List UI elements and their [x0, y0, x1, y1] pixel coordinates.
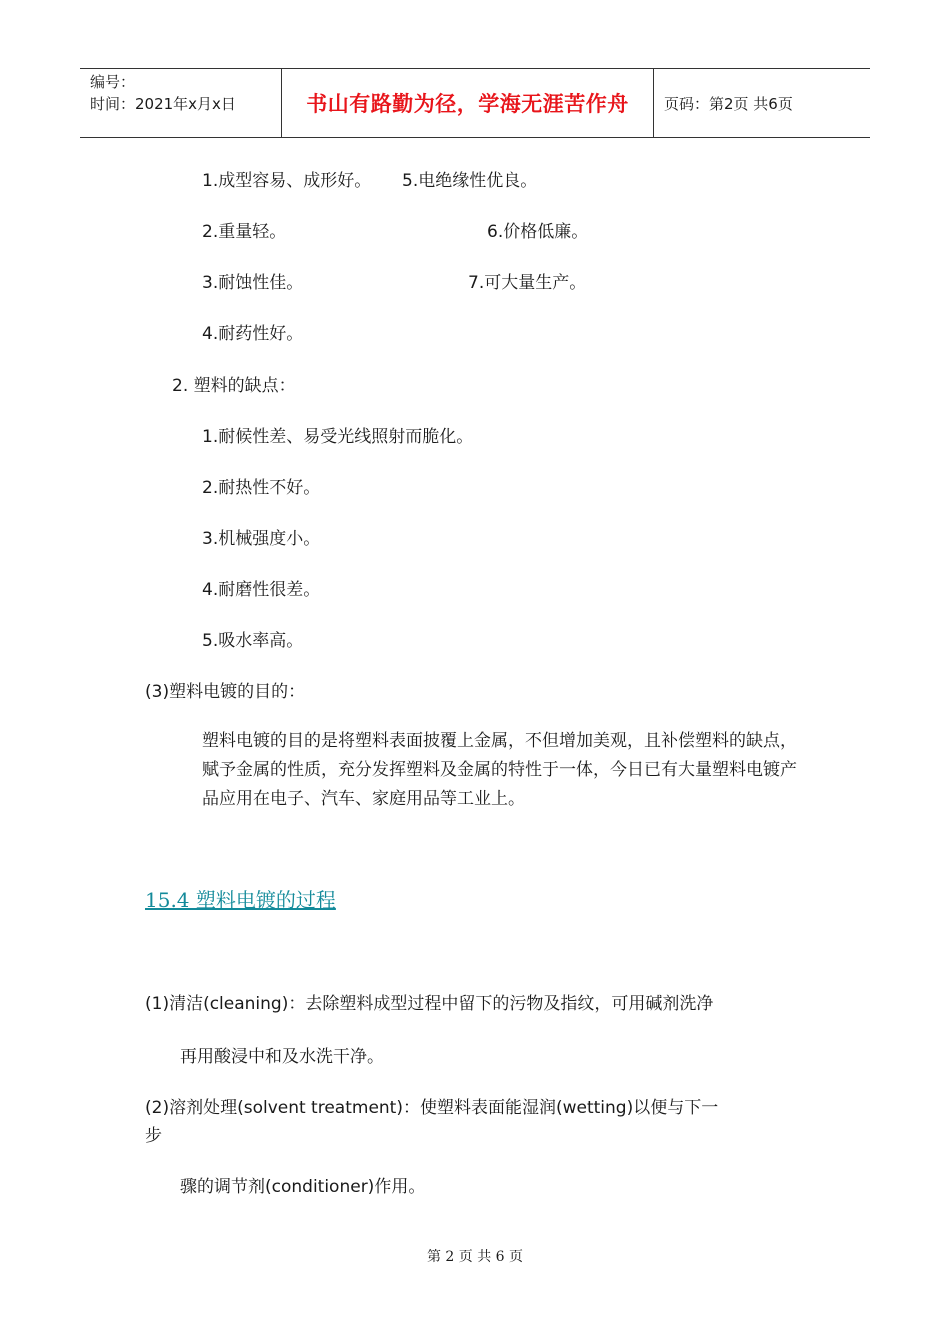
advantage-item-6: 6.价格低廉。 — [487, 222, 589, 242]
disadvantage-item: 4.耐磨性很差。 — [202, 580, 321, 600]
header-motto-cell — [282, 69, 654, 137]
process-step-2: (2)溶剂处理(solvent treatment)：使塑料表面能湿润(wetting)以便与下一 — [145, 1098, 719, 1118]
advantage-item-7: 7.可大量生产。 — [468, 273, 587, 293]
section-title-link[interactable]: 15.4 塑料电镀的过程 — [145, 888, 336, 912]
process-step-2-wrap: 步 — [145, 1126, 162, 1146]
purpose-paragraph: 塑料电镀的目的是将塑料表面披覆上金属，不但增加美观，且补偿塑料的缺点，赋予金属的性质，充分发挥塑料及金属的特性于一体，今日已有大量塑料电镀产品应用在电子、汽车、家庭用品等工业上。 — [202, 731, 797, 809]
disadvantage-item: 2.耐热性不好。 — [202, 478, 321, 498]
advantage-item-5: 5.电绝缘性优良。 — [402, 171, 538, 191]
page-info: 页码：第2页 共6页 — [664, 94, 793, 113]
disadvantage-item: 5.吸水率高。 — [202, 631, 304, 651]
page-header — [80, 68, 870, 138]
disadvantages-heading: 2. 塑料的缺点： — [172, 376, 296, 396]
header-meta — [80, 69, 282, 137]
advantage-item-4: 4.耐药性好。 — [202, 324, 304, 344]
disadvantage-item: 1.耐候性差、易受光线照射而脆化。 — [202, 427, 474, 447]
advantage-item-2: 2.重量轻。 — [202, 222, 287, 242]
advantage-item-1: 1.成型容易、成形好。 — [202, 171, 372, 191]
header-page-info-cell — [654, 69, 870, 137]
time-label: 时间：2021年x月x日 — [90, 95, 236, 113]
motto: 书山有路勤为径，学海无涯苦作舟 — [306, 92, 629, 116]
process-step-1: (1)清洁(cleaning)：去除塑料成型过程中留下的污物及指纹，可用碱剂洗净 — [145, 994, 714, 1014]
disadvantage-item: 3.机械强度小。 — [202, 529, 321, 549]
number-label: 编号： — [90, 73, 136, 91]
process-step-1-cont: 再用酸浸中和及水洗干净。 — [180, 1047, 384, 1067]
page-footer: 第 2 页 共 6 页 — [426, 1249, 524, 1265]
process-step-2-cont: 骤的调节剂(conditioner)作用。 — [180, 1177, 426, 1197]
purpose-heading: (3)塑料电镀的目的： — [145, 682, 306, 702]
advantage-item-3: 3.耐蚀性佳。 — [202, 273, 304, 293]
